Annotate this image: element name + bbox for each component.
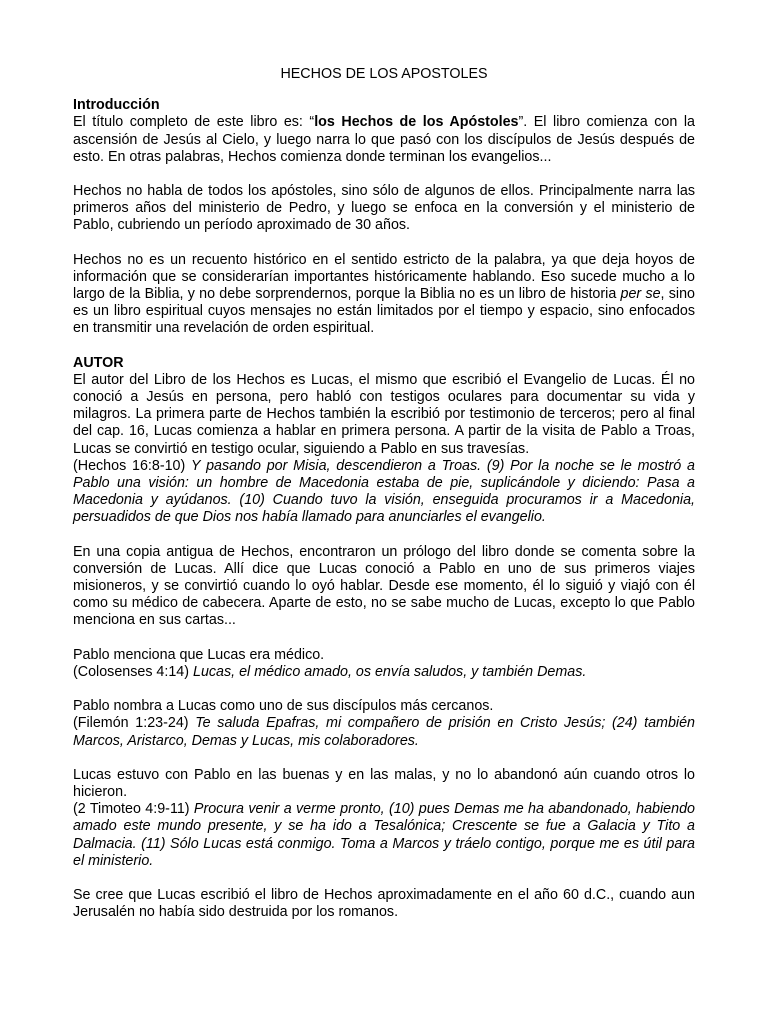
intro-paragraph-3-end: , sino es un libro espiritual cuyos mensajes no están limitados por el tiempo y espacio, sino enfocados en transmitir una revelación de orden espiritual. [73,286,695,337]
book-full-title: los Hechos de los Apóstoles [314,114,519,131]
author-paragraph-3: Pablo menciona que Lucas era médico. [73,646,325,663]
scripture-text: Procura venir a verme pronto, (10) pues Demas me ha abandonado, habiendo amado este mundo presente, y se ha ido a Tesalónica; Crescente se fue a Galacia y Tito a Dalmacia. (11) Sólo Lucas está conmigo. Toma a Marcos y tráelo contigo, porque me es útil para el ministerio. [73,801,695,869]
scripture-text: Y pasando por Misia, descendieron a Troas. (9) Por la noche se le mostró a Pablo una visión: un hombre de Macedonia estaba de pie, suplicándole y diciendo: Pasa a Macedonia y ayúdanos. (10) Cuando tuvo la visión, enseguida procuramos ir a Macedonia, persuadidos de que Dios nos había llamado para anunciarles el evangelio. [73,457,695,526]
author-paragraph-4: Pablo nombra a Lucas como uno de sus discípulos más cercanos. [73,698,494,715]
intro-paragraph-1 [73,114,695,166]
scripture-reference: (2 Timoteo 4:9-11) [73,801,194,818]
latin-term: per se [620,286,661,303]
scripture-reference: (Hechos 16:8-10) [73,457,192,474]
author-paragraph-2: En una copia antigua de Hechos, encontraron un prólogo del libro donde se comenta sobre la conversión de Lucas. Allí dice que Lucas conoció a Pablo en uno de sus primeros viajes misioneros, y se convirtió cuando lo oyó hablar. Desde ese momento, él lo siguió y viajó con él como su médico de cabecera. Aparte de esto, no se sabe mucho de Lucas, excepto lo que Pablo menciona en sus cartas... [73,543,695,629]
scripture-text: Lucas, el médico amado, os envía saludos, y también Demas. [193,663,587,680]
document-page [73,66,695,938]
scripture-quote-filemon [73,715,695,749]
scripture-reference: (Colosenses 4:14) [73,663,193,680]
author-heading: AUTOR [73,354,124,371]
scripture-reference: (Filemón 1:23-24) [73,715,196,732]
intro-paragraph-1-end: ”. El libro comienza con la ascensión de Jesús al Cielo, y luego narra lo que pasó con los discípulos de Jesús después de esto. En otras palabras, Hechos comienza donde terminan los evangelios... [73,114,695,165]
author-paragraph-1: El autor del Libro de los Hechos es Lucas, el mismo que escribió el Evangelio de Lucas. Él no conoció a Jesús en persona, pero habló con testigos oculares para documentar su vida y milagros. La primera parte de Hechos también la escribió por testimonio de terceros; pero al final del cap. 16, Lucas comienza a hablar en primera persona. A partir de la visita de Pablo a Troas, Lucas se convirtió en testigo ocular, siguiendo a Pablo en sus travesías. [73,371,695,457]
author-paragraph-6: Se cree que Lucas escribió el libro de Hechos aproximadamente en el año 60 d.C., cuando aun Jerusalén no había sido destruida por los romanos. [73,886,695,921]
scripture-text: Te saluda Epafras, mi compañero de prisión en Cristo Jesús; (24) también Marcos, Aristarco, Demas y Lucas, mis colaboradores. [73,715,695,749]
intro-paragraph-1-start: El título completo de este libro es: “ [73,114,315,131]
intro-paragraph-3-start: Hechos no es un recuento histórico en el sentido estricto de la palabra, ya que deja hoyos de información que se considerarían importantes históricamente hablando. Eso sucede mucho a lo largo de la Biblia, y no debe sorprendernos, porque la Biblia no es un libro de historia [73,251,695,303]
scripture-quote-timoteo [73,801,695,870]
intro-paragraph-2: Hechos no habla de todos los apóstoles, sino sólo de algunos de ellos. Principalmente narra las primeros años del ministerio de Pedro, y luego se enfoca en la conversión y el ministerio de Pablo, cubriendo un período aproximado de 30 años. [73,183,695,234]
author-paragraph-5: Lucas estuvo con Pablo en las buenas y en las malas, y no lo abandonó aún cuando otros lo hicieron. [73,766,695,800]
intro-paragraph-3 [73,252,695,338]
intro-heading: Introducción [73,97,160,114]
scripture-quote-colosenses [73,664,695,681]
document-title: HECHOS DE LOS APOSTOLES [280,66,488,82]
scripture-quote-hechos [73,458,695,527]
